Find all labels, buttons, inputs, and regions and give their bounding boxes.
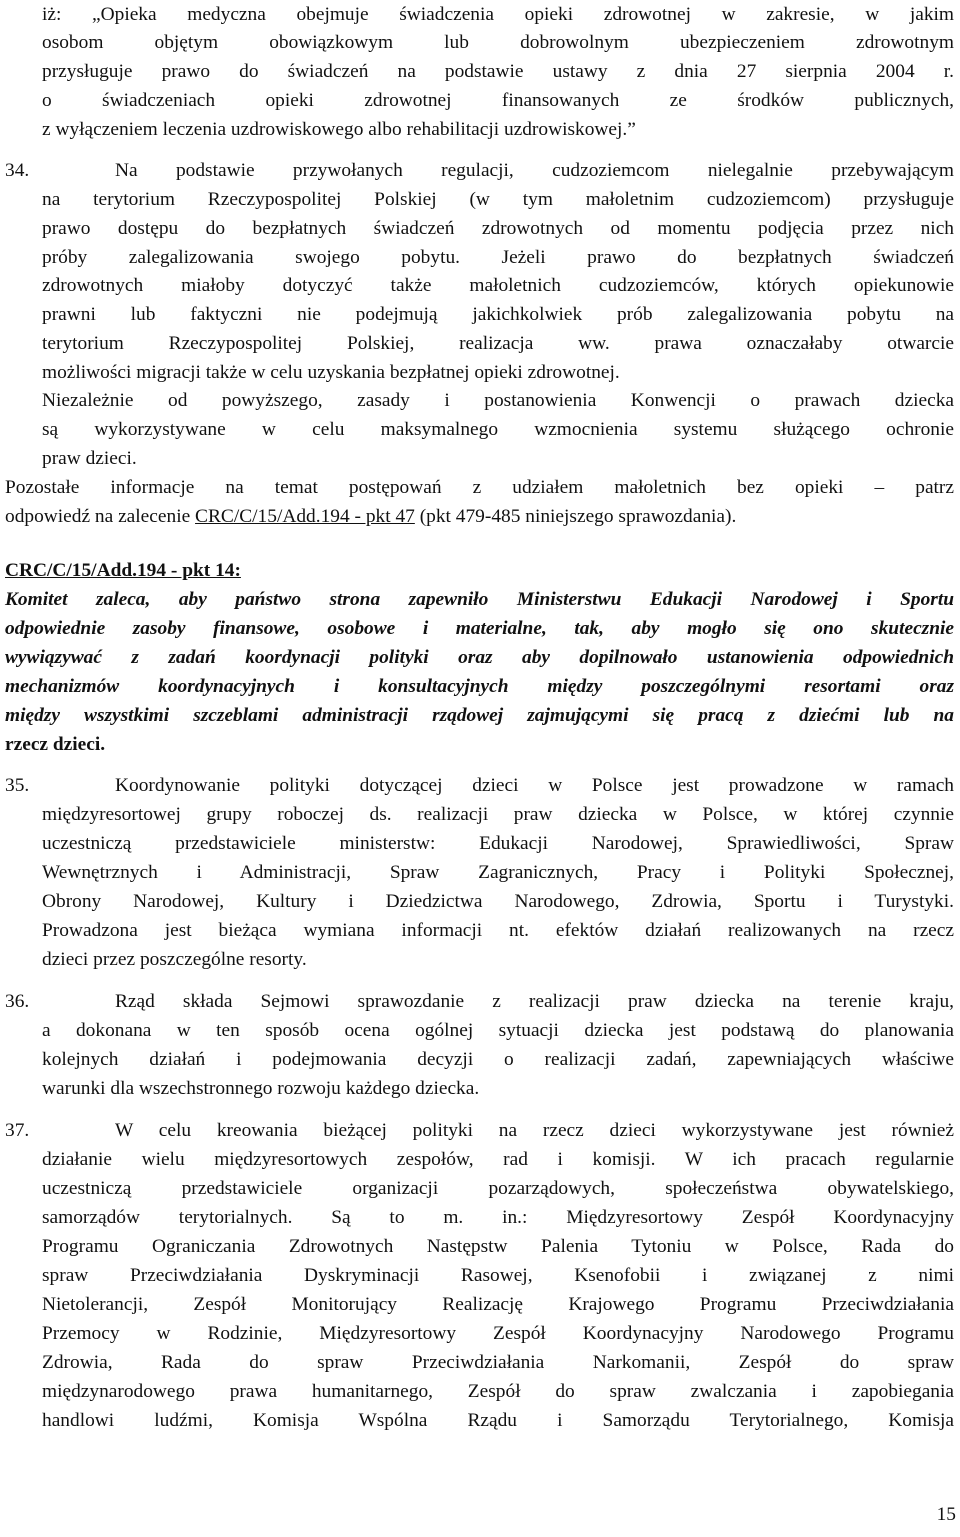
quote-line: o świadczeniach opieki zdrowotnej finansowanych ze środków publicznych, (42, 90, 954, 111)
paragraph-line: międzyresortowej grupy roboczej ds. realizacji praw dziecka w Polsce, w której czynnie (42, 804, 954, 825)
paragraph-line: uczestniczą przedstawiciele organizacji pozarządowych, społeczeństwa obywatelskiego, (42, 1178, 954, 1199)
paragraph-line: terytorium Rzeczypospolitej Polskiej, realizacja ww. prawa oznaczałaby otwarcie (42, 333, 954, 354)
paragraph-line: Nietolerancji, Zespół Monitorujący Realizację Krajowego Programu Przeciwdziałania (42, 1294, 954, 1315)
paragraph-number: 35. (5, 775, 30, 796)
recommendation-line: Komitet zaleca, aby państwo strona zapewniło Ministerstwu Edukacji Narodowej i Sportu (5, 589, 954, 610)
paragraph-line: zdrowotnych miałoby dotyczyć także małoletnich cudzoziemców, których opiekunowie (42, 275, 954, 296)
paragraph-line: praw dzieci. (42, 448, 137, 469)
paragraph-line: Koordynowanie polityki dotyczącej dzieci w Polsce jest prowadzone w ramach (115, 775, 954, 796)
paragraph-line: Niezależnie od powyższego, zasady i postanowienia Konwencji o prawach dziecka (42, 390, 954, 411)
paragraph-line: W celu kreowania bieżącej polityki na rzecz dzieci wykorzystywane jest również (115, 1120, 954, 1141)
paragraph-number: 36. (5, 991, 30, 1012)
paragraph-line: na terytorium Rzeczypospolitej Polskiej (w tym małoletnim cudzoziemcom) przysługuje (42, 189, 954, 210)
paragraph-line: międzynarodowego prawa humanitarnego, Zespół do spraw zwalczania i zapobiegania (42, 1381, 954, 1402)
recommendation-line: rzecz dzieci. (5, 734, 106, 755)
paragraph-line: próby zalegalizowania swojego pobytu. Jeżeli prawo do bezpłatnych świadczeń (42, 247, 954, 268)
recommendation-line: mechanizmów koordynacyjnych i konsultacyjnych między poszczególnymi resortami oraz (5, 676, 954, 697)
paragraph-line: kolejnych działań i podejmowania decyzji o realizacji zadań, zapewniających właściwe (42, 1049, 954, 1070)
quote-line: z wyłączeniem leczenia uzdrowiskowego albo rehabilitacji uzdrowiskowej.” (42, 119, 636, 140)
recommendation-line: odpowiednie zasoby finansowe, osobowe i materialne, tak, aby mogło się ono skutecznie (5, 618, 954, 639)
paragraph-line: spraw Przeciwdziałania Dyskryminacji Rasowej, Ksenofobii i związanej z nimi (42, 1265, 954, 1286)
paragraph-line: Rząd składa Sejmowi sprawozdanie z realizacji praw dziecka na terenie kraju, (115, 991, 954, 1012)
recommendation-reference-link[interactable]: CRC/C/15/Add.194 - pkt 47 (195, 506, 415, 527)
paragraph-number: 34. (5, 160, 30, 181)
paragraph-line: Wewnętrznych i Administracji, Spraw Zagranicznych, Pracy i Polityki Społecznej, (42, 862, 954, 883)
paragraph-line: warunki dla wszechstronnego rozwoju każdego dziecka. (42, 1078, 480, 1099)
recommendation-line: między wszystkimi szczeblami administracji rządowej zajmującymi się pracą z dziećmi lub na (5, 705, 954, 726)
paragraph-line: są wykorzystywane w celu maksymalnego wzmocnienia systemu służącego ochronie (42, 419, 954, 440)
other-info-line (5, 502, 736, 531)
paragraph-number: 37. (5, 1120, 30, 1141)
quote-line: przysługuje prawo do świadczeń na podstawie ustawy z dnia 27 sierpnia 2004 r. (42, 61, 954, 82)
paragraph-line: prawo dostępu do bezpłatnych świadczeń zdrowotnych od momentu podjęcia przez nich (42, 218, 954, 239)
paragraph-line: dzieci przez poszczególne resorty. (42, 949, 307, 970)
paragraph-line: działanie wielu międzyresortowych zespołów, rad i komisji. W ich pracach regularnie (42, 1149, 954, 1170)
paragraph-line: możliwości migracji także w celu uzyskania bezpłatnej opieki zdrowotnej. (42, 362, 620, 383)
recommendation-heading: CRC/C/15/Add.194 - pkt 14: (5, 560, 241, 581)
paragraph-line: prawni lub faktyczni nie podejmują jakichkolwiek prób zalegalizowania pobytu na (42, 304, 954, 325)
paragraph-line: handlowi ludźmi, Komisja Wspólna Rządu i Samorządu Terytorialnego, Komisja (42, 1410, 954, 1431)
other-info-text: odpowiedź na zalecenie (5, 506, 196, 527)
paragraph-line: a dokonana w ten sposób ocena ogólnej sytuacji dziecka jest podstawą do planowania (42, 1020, 954, 1041)
paragraph-line: Programu Ograniczania Zdrowotnych Następstw Palenia Tytoniu w Polsce, Rada do (42, 1236, 954, 1257)
paragraph-line: Prowadzona jest bieżąca wymiana informacji nt. efektów działań realizowanych na rzecz (42, 920, 954, 941)
paragraph-line: Zdrowia, Rada do spraw Przeciwdziałania Narkomanii, Zespół do spraw (42, 1352, 954, 1373)
paragraph-line: Obrony Narodowej, Kultury i Dziedzictwa Narodowego, Zdrowia, Sportu i Turystyki. (42, 891, 954, 912)
other-info-line: Pozostałe informacje na temat postępowań z udziałem małoletnich bez opieki – patrz (5, 477, 954, 498)
paragraph-line: Na podstawie przywołanych regulacji, cudzoziemcom nielegalnie przebywającym (115, 160, 954, 181)
paragraph-line: samorządów terytorialnych. Są to m. in.: Międzyresortowy Zespół Koordynacyjny (42, 1207, 954, 1228)
paragraph-line: uczestniczą przedstawiciele ministerstw: Edukacji Narodowej, Sprawiedliwości, Spraw (42, 833, 954, 854)
page-number: 15 (936, 1504, 956, 1525)
paragraph-line: Przemocy w Rodzinie, Międzyresortowy Zespół Koordynacyjny Narodowego Programu (42, 1323, 954, 1344)
recommendation-line: wywiązywać z zadań koordynacji polityki oraz aby dopilnowało ustanowienia odpowiednich (5, 647, 954, 668)
quote-line: osobom objętym obowiązkowym lub dobrowolnym ubezpieczeniem zdrowotnym (42, 32, 954, 53)
quote-line: iż: „Opieka medyczna obejmuje świadczenia opieki zdrowotnej w zakresie, w jakim (42, 4, 954, 25)
other-info-text: (pkt 479-485 niniejszego sprawozdania). (414, 506, 737, 527)
